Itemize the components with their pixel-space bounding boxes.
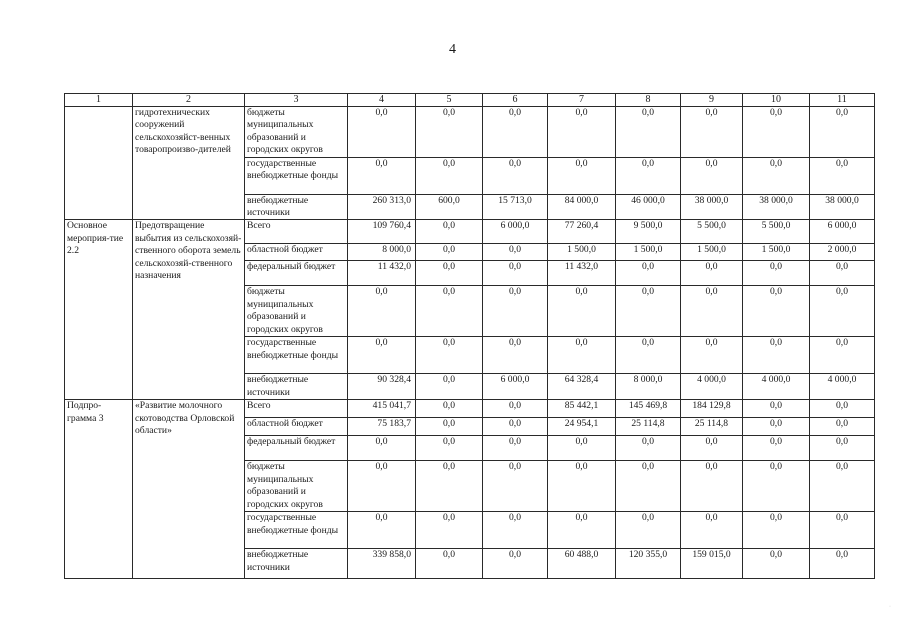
value-cell: 159 015,0 — [681, 549, 743, 579]
budget-table — [64, 93, 875, 579]
funding-source: государственные внебюджетные фонды — [245, 157, 348, 194]
value-cell: 0,0 — [348, 512, 416, 549]
value-cell: 90 328,4 — [348, 374, 416, 400]
funding-source: внебюджетные источники — [245, 374, 348, 400]
value-cell: 0,0 — [416, 461, 483, 512]
value-cell: 0,0 — [743, 400, 810, 418]
page-number: 4 — [449, 42, 456, 57]
value-cell: 77 260,4 — [548, 220, 616, 244]
column-header-3: 3 — [245, 94, 348, 107]
value-cell: 0,0 — [483, 549, 548, 579]
funding-source: Всего — [245, 400, 348, 418]
column-header-6: 6 — [483, 94, 548, 107]
value-cell: 0,0 — [416, 512, 483, 549]
measure-name: Подпро-грамма 3 — [65, 400, 133, 579]
value-cell: 46 000,0 — [616, 194, 681, 220]
value-cell: 0,0 — [810, 400, 875, 418]
funding-source: областной бюджет — [245, 418, 348, 436]
funding-source: внебюджетные источники — [245, 194, 348, 220]
measure-name — [65, 107, 133, 220]
value-cell: 0,0 — [348, 157, 416, 194]
value-cell: 25 114,8 — [616, 418, 681, 436]
value-cell: 0,0 — [616, 512, 681, 549]
value-cell: 0,0 — [616, 157, 681, 194]
funding-source: государственные внебюджетные фонды — [245, 337, 348, 374]
value-cell: 0,0 — [483, 261, 548, 286]
value-cell: 0,0 — [348, 286, 416, 337]
value-cell: 0,0 — [681, 337, 743, 374]
scan-mark: · — [889, 604, 891, 610]
value-cell: 0,0 — [483, 286, 548, 337]
funding-source: бюджеты муниципальных образований и городских округов — [245, 461, 348, 512]
value-cell: 184 129,8 — [681, 400, 743, 418]
value-cell: 4 000,0 — [810, 374, 875, 400]
value-cell: 0,0 — [548, 107, 616, 158]
value-cell: 339 858,0 — [348, 549, 416, 579]
value-cell: 0,0 — [416, 337, 483, 374]
value-cell: 1 500,0 — [616, 244, 681, 261]
value-cell: 4 000,0 — [681, 374, 743, 400]
value-cell: 75 183,7 — [348, 418, 416, 436]
value-cell: 0,0 — [810, 418, 875, 436]
value-cell: 0,0 — [483, 107, 548, 158]
value-cell: 260 313,0 — [348, 194, 416, 220]
value-cell: 0,0 — [548, 337, 616, 374]
value-cell: 0,0 — [483, 418, 548, 436]
value-cell: 120 355,0 — [616, 549, 681, 579]
table-row — [65, 400, 875, 418]
value-cell: 84 000,0 — [548, 194, 616, 220]
value-cell: 0,0 — [681, 436, 743, 461]
value-cell: 0,0 — [743, 512, 810, 549]
value-cell: 0,0 — [416, 261, 483, 286]
column-header-10: 10 — [743, 94, 810, 107]
value-cell: 38 000,0 — [810, 194, 875, 220]
value-cell: 0,0 — [743, 337, 810, 374]
value-cell: 0,0 — [810, 512, 875, 549]
value-cell: 0,0 — [483, 461, 548, 512]
value-cell: 85 442,1 — [548, 400, 616, 418]
value-cell: 600,0 — [416, 194, 483, 220]
value-cell: 0,0 — [348, 461, 416, 512]
value-cell: 1 500,0 — [548, 244, 616, 261]
value-cell: 2 000,0 — [810, 244, 875, 261]
column-header-9: 9 — [681, 94, 743, 107]
measure-description: Предотвращение выбытия из сельскохозяй-ственного оборота земель сельскохозяй-ственного назначения — [133, 220, 245, 400]
value-cell: 0,0 — [416, 244, 483, 261]
value-cell: 11 432,0 — [548, 261, 616, 286]
value-cell: 1 500,0 — [743, 244, 810, 261]
value-cell: 0,0 — [483, 244, 548, 261]
header-row — [65, 94, 875, 107]
value-cell: 24 954,1 — [548, 418, 616, 436]
table-row — [65, 107, 875, 158]
value-cell: 0,0 — [548, 286, 616, 337]
value-cell: 0,0 — [616, 436, 681, 461]
funding-source: областной бюджет — [245, 244, 348, 261]
measure-description: «Развитие молочного скотоводства Орловской области» — [133, 400, 245, 579]
value-cell: 15 713,0 — [483, 194, 548, 220]
value-cell: 0,0 — [743, 261, 810, 286]
column-header-11: 11 — [810, 94, 875, 107]
column-header-7: 7 — [548, 94, 616, 107]
funding-source: внебюджетные источники — [245, 549, 348, 579]
value-cell: 0,0 — [548, 157, 616, 194]
column-header-1: 1 — [65, 94, 133, 107]
value-cell: 0,0 — [416, 286, 483, 337]
value-cell: 0,0 — [681, 107, 743, 158]
value-cell: 0,0 — [416, 436, 483, 461]
value-cell: 0,0 — [743, 461, 810, 512]
value-cell: 0,0 — [810, 549, 875, 579]
value-cell: 0,0 — [810, 107, 875, 158]
value-cell: 6 000,0 — [483, 220, 548, 244]
value-cell: 0,0 — [483, 157, 548, 194]
value-cell: 0,0 — [681, 286, 743, 337]
value-cell: 0,0 — [416, 220, 483, 244]
value-cell: 0,0 — [348, 436, 416, 461]
value-cell: 0,0 — [548, 461, 616, 512]
column-header-5: 5 — [416, 94, 483, 107]
value-cell: 60 488,0 — [548, 549, 616, 579]
value-cell: 0,0 — [743, 418, 810, 436]
value-cell: 4 000,0 — [743, 374, 810, 400]
value-cell: 0,0 — [616, 337, 681, 374]
value-cell: 0,0 — [416, 400, 483, 418]
value-cell: 109 760,4 — [348, 220, 416, 244]
value-cell: 0,0 — [416, 418, 483, 436]
column-header-4: 4 — [348, 94, 416, 107]
measure-name: Основное мероприя-тие 2.2 — [65, 220, 133, 400]
value-cell: 415 041,7 — [348, 400, 416, 418]
value-cell: 0,0 — [548, 512, 616, 549]
value-cell: 25 114,8 — [681, 418, 743, 436]
value-cell: 0,0 — [810, 337, 875, 374]
value-cell: 0,0 — [416, 549, 483, 579]
value-cell: 38 000,0 — [743, 194, 810, 220]
column-header-8: 8 — [616, 94, 681, 107]
funding-source: Всего — [245, 220, 348, 244]
value-cell: 9 500,0 — [616, 220, 681, 244]
value-cell: 0,0 — [416, 107, 483, 158]
value-cell: 1 500,0 — [681, 244, 743, 261]
value-cell: 6 000,0 — [483, 374, 548, 400]
value-cell: 0,0 — [483, 512, 548, 549]
value-cell: 0,0 — [681, 461, 743, 512]
value-cell: 0,0 — [616, 461, 681, 512]
value-cell: 0,0 — [483, 436, 548, 461]
value-cell: 0,0 — [548, 436, 616, 461]
value-cell: 38 000,0 — [681, 194, 743, 220]
table-row — [65, 220, 875, 244]
value-cell: 0,0 — [416, 157, 483, 194]
value-cell: 0,0 — [616, 107, 681, 158]
funding-source: государственные внебюджетные фонды — [245, 512, 348, 549]
value-cell: 0,0 — [810, 436, 875, 461]
value-cell: 0,0 — [681, 157, 743, 194]
value-cell: 0,0 — [616, 286, 681, 337]
column-header-2: 2 — [133, 94, 245, 107]
funding-source: федеральный бюджет — [245, 436, 348, 461]
value-cell: 8 000,0 — [348, 244, 416, 261]
value-cell: 0,0 — [348, 107, 416, 158]
value-cell: 0,0 — [743, 107, 810, 158]
value-cell: 0,0 — [810, 261, 875, 286]
value-cell: 145 469,8 — [616, 400, 681, 418]
value-cell: 0,0 — [681, 512, 743, 549]
value-cell: 0,0 — [483, 400, 548, 418]
value-cell: 8 000,0 — [616, 374, 681, 400]
funding-source: бюджеты муниципальных образований и городских округов — [245, 107, 348, 158]
value-cell: 11 432,0 — [348, 261, 416, 286]
value-cell: 0,0 — [810, 461, 875, 512]
funding-source: бюджеты муниципальных образований и городских округов — [245, 286, 348, 337]
value-cell: 0,0 — [743, 157, 810, 194]
value-cell: 0,0 — [810, 157, 875, 194]
value-cell: 0,0 — [616, 261, 681, 286]
value-cell: 0,0 — [810, 286, 875, 337]
funding-source: федеральный бюджет — [245, 261, 348, 286]
value-cell: 0,0 — [483, 337, 548, 374]
value-cell: 5 500,0 — [681, 220, 743, 244]
value-cell: 0,0 — [743, 286, 810, 337]
value-cell: 0,0 — [416, 374, 483, 400]
value-cell: 6 000,0 — [810, 220, 875, 244]
value-cell: 0,0 — [348, 337, 416, 374]
value-cell: 0,0 — [743, 549, 810, 579]
value-cell: 5 500,0 — [743, 220, 810, 244]
value-cell: 0,0 — [681, 261, 743, 286]
measure-description: гидротехнических сооружений сельскохозяйст-венных товаропроизво-дителей — [133, 107, 245, 220]
value-cell: 0,0 — [743, 436, 810, 461]
value-cell: 64 328,4 — [548, 374, 616, 400]
